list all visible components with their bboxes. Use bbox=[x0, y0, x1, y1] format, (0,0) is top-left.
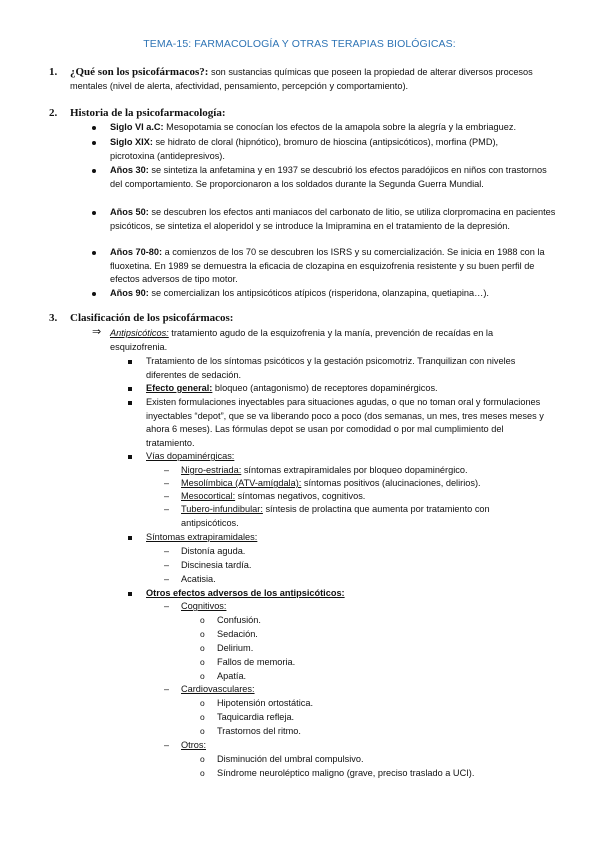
item-label: Efecto general: bbox=[146, 383, 213, 393]
list-item bbox=[92, 136, 540, 163]
item-text: Confusión. bbox=[217, 615, 261, 625]
circle-bullet-icon: o bbox=[200, 726, 205, 736]
circle-bullet-icon: o bbox=[200, 657, 205, 667]
item-label: Tubero-infundibular: bbox=[181, 504, 263, 514]
sub-sub-list-item bbox=[200, 711, 540, 725]
sub-list-item bbox=[164, 503, 544, 530]
circle-bullet-icon: o bbox=[200, 712, 205, 722]
item-label: Siglo VI a.C: bbox=[110, 122, 164, 132]
circle-bullet-icon: o bbox=[200, 643, 205, 653]
page-title: TEMA-15: FARMACOLOGÍA Y OTRAS TERAPIAS BIOLÓGICAS: bbox=[143, 38, 456, 50]
circle-bullet-icon: o bbox=[200, 754, 205, 764]
list-item bbox=[128, 587, 538, 601]
sub-sub-list-item bbox=[200, 614, 540, 628]
dash-bullet-icon: – bbox=[164, 740, 170, 750]
sub-list-item bbox=[164, 490, 544, 504]
item-label: Años 70-80: bbox=[110, 247, 163, 257]
item-label: Vías dopaminérgicas: bbox=[146, 451, 235, 461]
item-text: Tratamiento de los síntomas psicóticos y la gestación psicomotriz. Tranquilizan con niveles diferentes de sedación. bbox=[146, 356, 516, 380]
list-item bbox=[92, 246, 560, 287]
bullet-icon bbox=[92, 126, 96, 130]
item-text: bloqueo (antagonismo) de receptores dopaminérgicos. bbox=[212, 383, 438, 393]
sub-sub-list-item bbox=[200, 670, 540, 684]
item-label: Siglo XIX: bbox=[110, 137, 153, 147]
list-item bbox=[92, 206, 560, 233]
dash-bullet-icon: – bbox=[164, 465, 170, 475]
item-text: Acatisia. bbox=[181, 574, 216, 584]
item-label: Años 90: bbox=[110, 288, 149, 298]
list-item bbox=[128, 450, 538, 464]
sub-list-item bbox=[164, 477, 544, 491]
item-text: Sedación. bbox=[217, 629, 258, 639]
sub-list-item bbox=[164, 545, 544, 559]
sub-list-item bbox=[164, 573, 544, 587]
item-label: Otros: bbox=[181, 740, 207, 750]
item-label: Mesocortical: bbox=[181, 491, 236, 501]
item-text: Existen formulaciones inyectables para situaciones agudas, o que no toman oral y formulaciones inyectables “depot”, que se va liberando poco a poco (dos semanas, un mes, tres meses meses y ahora 6 meses). Las fórmulas depot se usan por comodidad o por mal cumplimiento del tratamiento. bbox=[146, 397, 544, 448]
circle-bullet-icon: o bbox=[200, 615, 205, 625]
item-text: Hipotensión ortostática. bbox=[217, 698, 314, 708]
sub-list-item bbox=[164, 464, 544, 478]
bullet-icon bbox=[92, 251, 96, 255]
item-text: Distonía aguda. bbox=[181, 546, 246, 556]
section-number: 1. bbox=[49, 66, 58, 78]
square-bullet-icon bbox=[128, 455, 132, 459]
item-text: Apatía. bbox=[217, 671, 247, 681]
sub-list-item bbox=[164, 683, 544, 697]
list-item bbox=[128, 396, 544, 450]
item-text: Fallos de memoria. bbox=[217, 657, 296, 667]
dash-bullet-icon: – bbox=[164, 491, 170, 501]
item-label: Cardiovasculares: bbox=[181, 684, 255, 694]
arrow-right-icon: ⇒ bbox=[92, 326, 102, 338]
item-text: se descubren los efectos anti maniacos del carbonato de litio, se utiliza clorpromacina en pacientes psicóticos, se sintetiza el aloperidol y se introduce la Imipramina en el tratamiento de la depresión. bbox=[110, 207, 556, 231]
section-number: 2. bbox=[49, 107, 58, 119]
circle-bullet-icon: o bbox=[200, 629, 205, 639]
sub-sub-list-item bbox=[200, 628, 540, 642]
bullet-icon bbox=[92, 169, 96, 173]
sub-sub-list-item bbox=[200, 642, 540, 656]
dash-bullet-icon: – bbox=[164, 560, 170, 570]
dash-bullet-icon: – bbox=[164, 546, 170, 556]
section-text: son sustancias químicas que poseen la propiedad de alterar diversos procesos mentales (nivel de alerta, afectividad, pensamiento, percepción y comportamiento). bbox=[70, 67, 533, 91]
dash-bullet-icon: – bbox=[164, 504, 170, 514]
sub-list-item bbox=[164, 739, 544, 753]
bullet-icon bbox=[92, 211, 96, 215]
list-item bbox=[128, 382, 538, 396]
circle-bullet-icon: o bbox=[200, 698, 205, 708]
section-heading-row bbox=[70, 312, 560, 326]
item-label: Nigro-estriada: bbox=[181, 465, 242, 475]
list-item bbox=[92, 121, 560, 135]
list-item bbox=[128, 531, 538, 545]
sub-sub-list-item bbox=[200, 767, 560, 781]
item-text: Disminución del umbral compulsivo. bbox=[217, 754, 364, 764]
sub-sub-list-item bbox=[200, 753, 540, 767]
item-label: Mesolímbica (ATV-amígdala): bbox=[181, 478, 302, 488]
list-item bbox=[128, 355, 538, 382]
item-text: Taquicardia refleja. bbox=[217, 712, 295, 722]
item-text: Síndrome neuroléptico maligno (grave, preciso traslado a UCI). bbox=[217, 768, 475, 778]
item-text: síntesis de prolactina que aumenta por tratamiento con antipsicóticos. bbox=[181, 504, 490, 528]
item-text: Discinesia tardía. bbox=[181, 560, 252, 570]
item-label: Cognitivos: bbox=[181, 601, 227, 611]
square-bullet-icon bbox=[128, 401, 132, 405]
bullet-icon bbox=[92, 292, 96, 296]
item-text: Delirium. bbox=[217, 643, 254, 653]
item-text: Trastornos del ritmo. bbox=[217, 726, 301, 736]
square-bullet-icon bbox=[128, 387, 132, 391]
square-bullet-icon bbox=[128, 592, 132, 596]
sub-sub-list-item bbox=[200, 656, 540, 670]
dash-bullet-icon: – bbox=[164, 574, 170, 584]
item-label: Síntomas extrapiramidales: bbox=[146, 532, 258, 542]
arrow-item-antipsicoticos bbox=[92, 327, 544, 354]
section-heading: Clasificación de los psicofármacos: bbox=[70, 312, 234, 324]
sub-list-item bbox=[164, 559, 544, 573]
dash-bullet-icon: – bbox=[164, 601, 170, 611]
bullet-icon bbox=[92, 141, 96, 145]
list-item bbox=[92, 287, 560, 301]
dash-bullet-icon: – bbox=[164, 478, 170, 488]
section-number: 3. bbox=[49, 312, 58, 324]
item-label: Antipsicóticos: bbox=[110, 328, 169, 338]
section-heading: ¿Qué son los psicofármacos?: bbox=[70, 66, 209, 78]
item-text: se sintetiza la anfetamina y en 1937 se descubrió los efectos paradójicos en niños con trastornos del comportamiento. Se proporcionaron a los soldados durante la Segunda Guerra Mundial. bbox=[110, 165, 547, 189]
sub-sub-list-item bbox=[200, 697, 540, 711]
item-text: tratamiento agudo de la esquizofrenia y la manía, prevención de recaídas en la esquizofrenia. bbox=[110, 328, 494, 352]
item-label: Años 30: bbox=[110, 165, 149, 175]
section-heading-row bbox=[70, 107, 560, 121]
list-item bbox=[92, 164, 560, 191]
item-text: síntomas positivos (alucinaciones, delirios). bbox=[301, 478, 481, 488]
circle-bullet-icon: o bbox=[200, 671, 205, 681]
item-text: a comienzos de los 70 se descubren los ISRS y su comercialización. Se inicia en 1988 con la fluoxetina. En 1989 se demuestra la eficacia de clozapina en esquizofrenia resistente y su buen perfil de efectos adversos de tipo motor. bbox=[110, 247, 545, 285]
item-text: se hidrato de cloral (hipnótico), bromuro de hioscina (antipsicóticos), morfina (PMD), picrotoxina (antidepresivos). bbox=[110, 137, 499, 161]
square-bullet-icon bbox=[128, 360, 132, 364]
circle-bullet-icon: o bbox=[200, 768, 205, 778]
sub-sub-list-item bbox=[200, 725, 540, 739]
section-heading: Historia de la psicofarmacología: bbox=[70, 107, 226, 119]
dash-bullet-icon: – bbox=[164, 684, 170, 694]
section-1-body bbox=[70, 66, 560, 93]
square-bullet-icon bbox=[128, 536, 132, 540]
sub-list-item bbox=[164, 600, 544, 614]
item-label: Años 50: bbox=[110, 207, 149, 217]
item-label: Otros efectos adversos de los antipsicóticos: bbox=[146, 588, 345, 598]
item-text: Mesopotamia se conocían los efectos de la amapola sobre la alegría y la embriaguez. bbox=[163, 122, 516, 132]
item-text: se comercializan los antipsicóticos atípicos (risperidona, olanzapina, quetiapina…). bbox=[148, 288, 489, 298]
item-text: síntomas negativos, cognitivos. bbox=[235, 491, 366, 501]
item-text: síntomas extrapiramidales por bloqueo dopaminérgico. bbox=[241, 465, 468, 475]
